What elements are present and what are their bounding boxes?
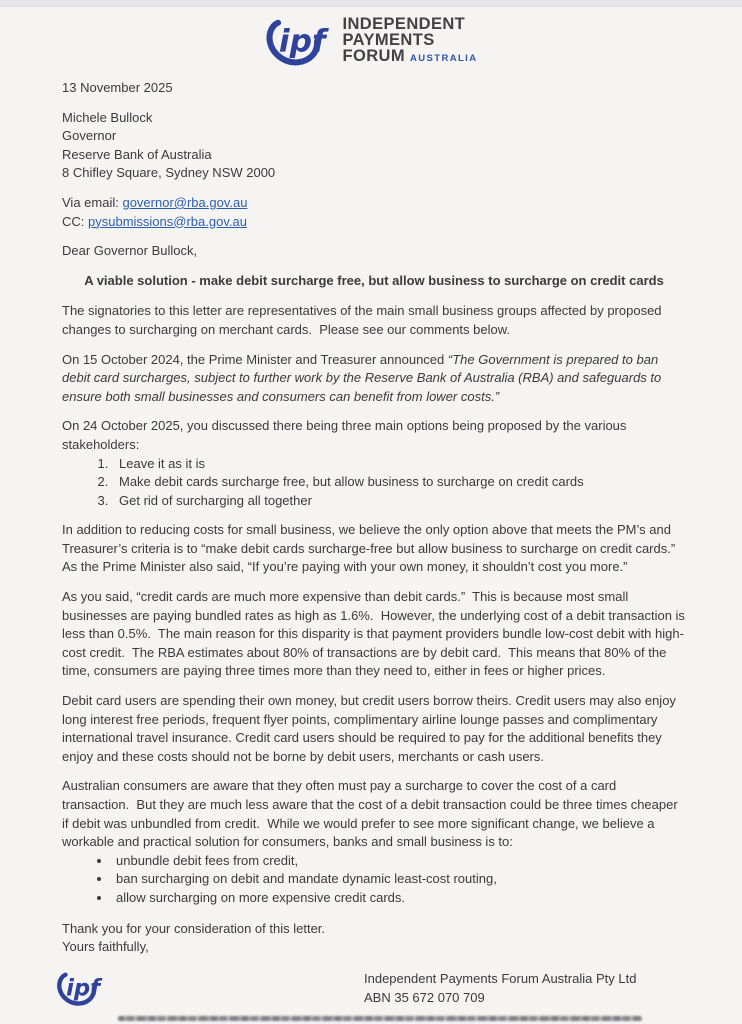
ipf-logo-icon: [265, 12, 331, 70]
solution-item-1: • unbundle debit fees from credit,: [112, 852, 686, 871]
company-block: [364, 969, 636, 1008]
ipf-footer-logo-icon: [56, 967, 104, 1015]
company-abn: ABN 35 672 070 709: [364, 990, 485, 1006]
paragraph-debit-vs-credit: Debit card users are spending their own money, but credit users borrow theirs. Credit users may also enjoy long interest free periods, frequent flyer points, complimentary airline lounge passes and complimentary international travel insurance. Credit card users should be required to pay for the additional benefits they enjoy and these costs should not be borne by debit users, merchants or cash users.: [62, 693, 680, 764]
submissions-email-link[interactable]: pysubmissions@rba.gov.au: [88, 213, 247, 229]
solution-item-3: • allow surcharging on more expensive credit cards.: [112, 889, 686, 908]
solutions-list: [62, 852, 686, 908]
options-list: [62, 455, 686, 511]
option-item-2: 2. Make debit cards surcharge free, but allow business to surcharge on credit cards: [112, 473, 686, 492]
cropped-text-strip: [118, 1016, 642, 1021]
date-line: 13 November 2025: [62, 80, 173, 95]
letterhead: [0, 7, 742, 71]
paragraph-criteria: In addition to reducing costs for small business, we believe the only option above that meets the PM’s and Treasurer’s criteria is to “make debit cards surcharge-free but allow business to surcharge on credit cards.” As the Prime Minister also said, “If you’re paying with your own money, it shouldn’t cost you more.”: [62, 522, 679, 575]
option-item-3: 3. Get rid of surcharging all together: [112, 492, 686, 511]
logo-text: ipf: [278, 23, 326, 60]
paragraph-signatories: The signatories to this letter are representatives of the main small business groups affected by proposed changes to surcharging on merchant cards. Please see our comments below.: [62, 303, 666, 337]
closing-signoff: Yours faithfully,: [62, 939, 149, 955]
announcement-intro: On 15 October 2024, the Prime Minister and Treasurer announced: [62, 351, 448, 367]
option-item-1: 1. Leave it as it is: [112, 455, 686, 474]
subject-line: A viable solution - make debit surcharge free, but allow business to surcharge on credit cards: [84, 272, 664, 288]
closing-thanks: Thank you for your consideration of this letter.: [62, 920, 326, 936]
paragraph-costs: As you said, “credit cards are much more expensive than debit cards.” This is because most small businesses are paying bundled rates as high as 1.6%. However, the underlying cost of a debit transaction is less than 0.5%. The main reason for this disparity is that payment providers bundle low-cost debit with high-cost credit. The RBA estimates about 80% of transactions are by debit card. This means that 80% of the time, consumers are paying three times more than they need to, either in fees or higher prices.: [62, 589, 689, 679]
footer-logo-text: ipf: [66, 975, 101, 1002]
government-quote: “The Government is prepared to ban debit card surcharges, subject to further work by the Reserve Bank of Australia (RBA) and safeguards to ensure both small businesses and consumers can benefit from lower costs.”: [62, 351, 665, 404]
brand-line-2: PAYMENTS: [342, 30, 435, 49]
recipient-block: [62, 109, 686, 183]
paragraph-options-intro: On 24 October 2025, you discussed there being three main options being proposed by the various stakeholders:: [62, 418, 631, 452]
recipient-title: Governor: [62, 128, 117, 144]
brand-line-3: [343, 48, 478, 67]
company-name: Independent Payments Forum Australia Pty Ltd: [364, 970, 637, 986]
cc-label: CC:: [62, 213, 88, 229]
via-email-label: Via email:: [62, 194, 123, 210]
brand-line-1: INDEPENDENT: [342, 14, 466, 33]
top-edge-strip: [0, 0, 742, 7]
salutation: Dear Governor Bullock,: [62, 243, 198, 259]
brand-country-label: AUSTRALIA: [410, 52, 478, 64]
paragraph-solution-intro: Australian consumers are aware that they often must pay a surcharge to cover the cost of a card transaction. But they are much less aware that the cost of a debit transaction could be three times cheaper if debit was unbundled from credit. While we would prefer to see more significant change, we believe a workable and practical solution for consumers, banks and small business is to:: [62, 778, 682, 850]
governor-email-link[interactable]: governor@rba.gov.au: [122, 194, 248, 210]
paragraph-announcement: [62, 351, 686, 407]
recipient-org: Reserve Bank of Australia: [62, 146, 212, 162]
recipient-name: Michele Bullock: [62, 109, 153, 125]
letter-body: [0, 71, 742, 1024]
via-email-line: [62, 194, 686, 213]
brand-name: [343, 16, 478, 67]
recipient-address: 8 Chifley Square, Sydney NSW 2000: [62, 165, 276, 181]
email-block: [62, 194, 686, 231]
solution-item-2: • ban surcharging on debit and mandate dynamic least-cost routing,: [112, 870, 686, 889]
brand-line-3-word: FORUM: [342, 46, 405, 65]
cc-line: [62, 213, 686, 232]
